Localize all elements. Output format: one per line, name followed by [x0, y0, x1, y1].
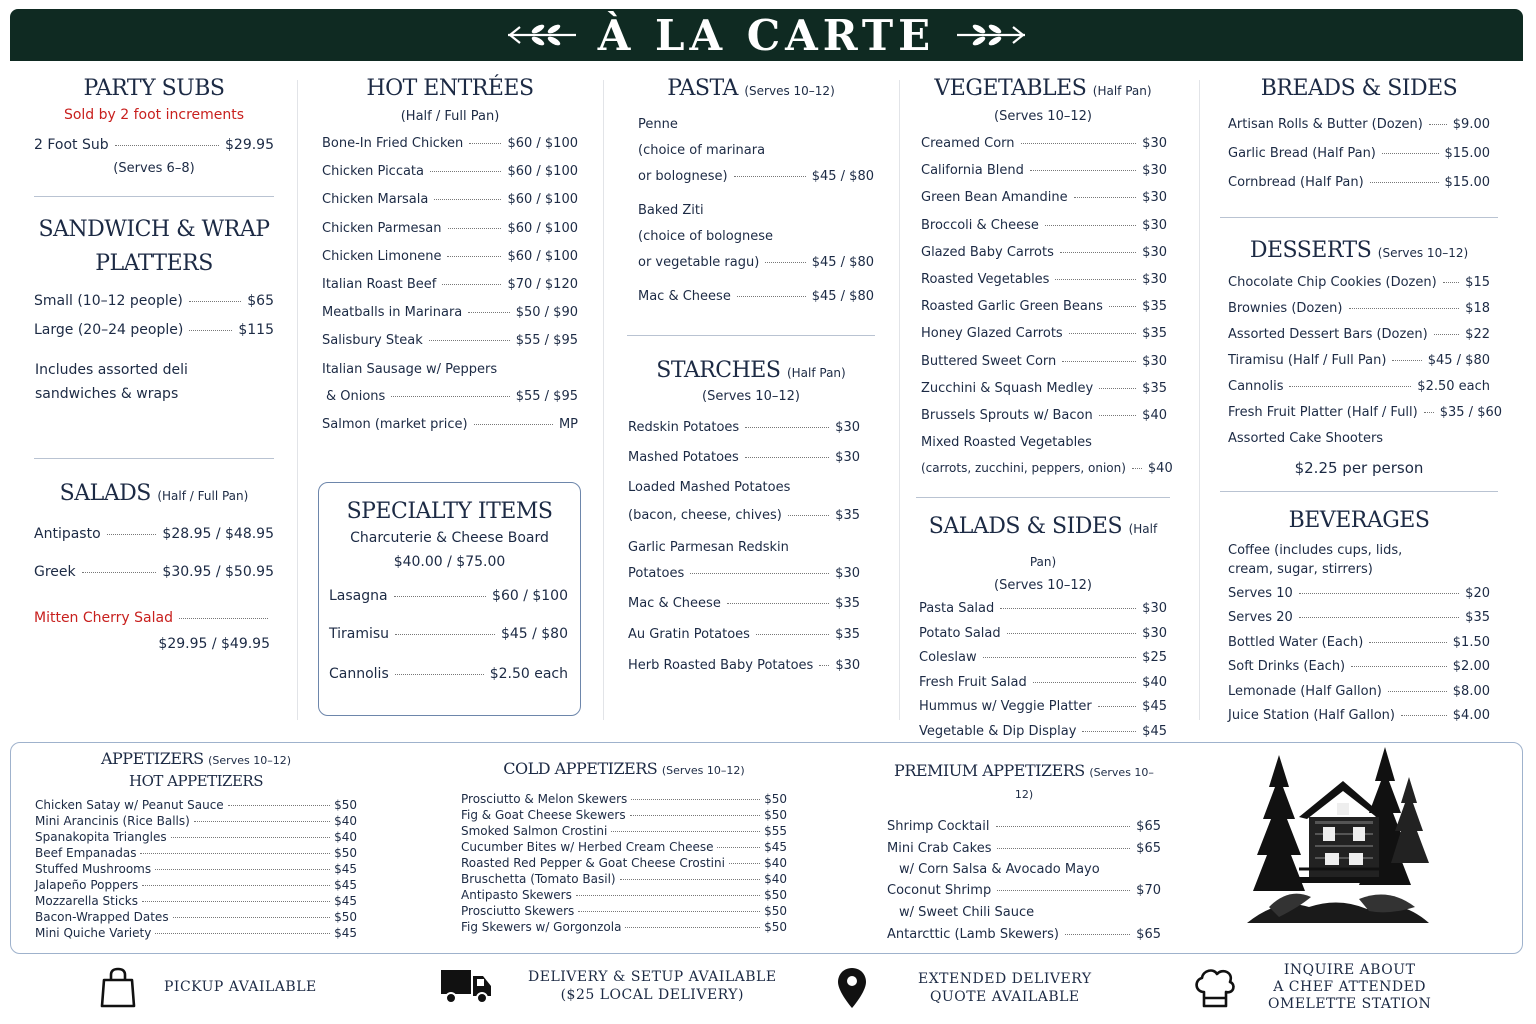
menu-item: Fig Skewers w/ Gorgonzola $50: [461, 920, 787, 934]
vegetables-subtitle: (Serves 10–12): [994, 109, 1092, 124]
appetizers-box: [10, 742, 1523, 954]
special-price: $29.95 / $49.95: [158, 636, 270, 652]
menu-item: Small (10–12 people) $65: [34, 293, 274, 309]
menu-item-note: w/ Sweet Chili Sauce: [899, 905, 1035, 920]
menu-item: Large (20–24 people) $115: [34, 322, 274, 338]
menu-item: (bacon, cheese, chives) $35: [628, 508, 860, 523]
section-title-party-subs: PARTY SUBS: [83, 76, 225, 101]
menu-item: Mac & Cheese $35: [628, 596, 860, 611]
menu-item: Potato Salad $30: [919, 625, 1167, 641]
salads-sides-subtitle: (Serves 10–12): [994, 578, 1092, 594]
menu-item: Vegetable & Dip Display $45: [919, 724, 1167, 740]
specialty-board-name: Charcuterie & Cheese Board: [350, 530, 549, 546]
menu-item-line: cream, sugar, stirrers): [1228, 562, 1373, 577]
menu-item-line: Coffee (includes cups, lids,: [1228, 543, 1403, 558]
chef-hat-icon: [1192, 966, 1238, 1010]
section-title-hot-entrees: HOT ENTRÉES: [366, 76, 534, 101]
menu-item: Meatballs in Marinara $50 / $90: [322, 305, 578, 321]
menu-item: Tiramisu $45 / $80: [329, 626, 568, 642]
menu-item: Herb Roasted Baby Potatoes $30: [628, 658, 861, 673]
menu-item: Prosciutto & Melon Skewers $50: [461, 792, 787, 806]
menu-item: Serves 20 $35: [1228, 610, 1490, 626]
menu-item: Roasted Vegetables $30: [921, 271, 1167, 287]
header-banner: [10, 9, 1523, 61]
menu-item: (carrots, zucchini, peppers, onion) $40: [921, 461, 1173, 477]
menu-item: Italian Roast Beef $70 / $120: [322, 276, 578, 292]
menu-item: Mozzarella Sticks $45: [35, 894, 357, 908]
delivery-truck-icon: [440, 966, 492, 1006]
feature-extended: [836, 966, 1092, 1010]
section-divider: [34, 196, 274, 197]
menu-item: 2 Foot Sub $29.95: [34, 137, 274, 153]
feature-chef: [1192, 962, 1431, 1013]
menu-item-note: w/ Corn Salsa & Avocado Mayo: [899, 862, 1100, 877]
specialty-items-box: [318, 482, 581, 716]
map-pin-icon: [836, 966, 868, 1010]
menu-item: Green Bean Amandine $30: [921, 190, 1167, 206]
menu-item: Soft Drinks (Each) $2.00: [1228, 659, 1490, 675]
menu-item-line: Penne: [638, 117, 678, 132]
menu-item-line: (choice of bolognese: [638, 229, 773, 244]
section-divider: [627, 335, 875, 336]
cabin-illustration: [1239, 747, 1433, 927]
hot-appetizers-section: [35, 749, 357, 941]
menu-item: Bruschetta (Tomato Basil) $40: [461, 872, 787, 886]
premium-appetizers-section: [887, 761, 1161, 947]
menu-item-line: Garlic Parmesan Redskin: [628, 540, 789, 555]
column-divider: [603, 80, 604, 720]
menu-item: Salisbury Steak $55 / $95: [322, 333, 578, 349]
menu-item-line: Assorted Cake Shooters: [1228, 431, 1384, 446]
section-title-salads-sides: SALADS & SIDES (Half Pan): [928, 514, 1158, 570]
menu-item: Glazed Baby Carrots $30: [921, 244, 1167, 260]
menu-item: Shrimp Cocktail $65: [887, 819, 1161, 834]
menu-item: California Blend $30: [921, 163, 1167, 179]
section-title-salads: SALADS (Half / Full Pan): [59, 481, 249, 506]
menu-item-special: Mitten Cherry Salad: [30, 610, 278, 626]
column-pasta-starches: [624, 70, 878, 718]
menu-item: Brussels Sprouts w/ Bacon $40: [921, 407, 1167, 423]
menu-item: Mini Arancinis (Rice Balls) $40: [35, 814, 357, 828]
starches-subtitle: (Serves 10–12): [702, 389, 800, 404]
menu-item: Mac & Cheese $45 / $80: [638, 289, 874, 304]
menu-item: Au Gratin Potatoes $35: [628, 627, 860, 642]
menu-item: Spanakopita Triangles $40: [35, 830, 357, 844]
menu-item: Chicken Parmesan $60 / $100: [322, 220, 578, 236]
menu-item: Cucumber Bites w/ Herbed Cream Cheese $45: [461, 840, 787, 854]
column-divider: [1199, 80, 1200, 720]
menu-item: Bottled Water (Each) $1.50: [1228, 634, 1490, 650]
menu-item-line: Italian Sausage w/ Peppers: [322, 361, 498, 377]
menu-item: Cannolis $2.50 each: [1228, 379, 1490, 394]
menu-item: Chicken Marsala $60 / $100: [322, 192, 578, 208]
feature-pickup: [98, 966, 317, 1008]
menu-item: Garlic Bread (Half Pan) $15.00: [1228, 146, 1490, 161]
cold-appetizers-section: [461, 759, 787, 935]
section-divider: [34, 458, 274, 459]
menu-item: Fresh Fruit Salad $40: [919, 674, 1167, 690]
menu-item: Brownies (Dozen) $18: [1228, 301, 1490, 316]
hot-entrees-subtitle: (Half / Full Pan): [400, 109, 500, 124]
column-vegetables: [915, 70, 1173, 740]
section-divider: [916, 497, 1170, 498]
menu-item: Fresh Fruit Platter (Half / Full) $35 / $60: [1228, 405, 1503, 420]
menu-item: Lasagna $60 / $100: [329, 588, 568, 604]
menu-item: Smoked Salmon Crostini $55: [461, 824, 787, 838]
menu-item: Chicken Limonene $60 / $100: [322, 248, 578, 264]
menu-item: Antipasto $28.95 / $48.95: [34, 526, 274, 542]
feature-delivery-text: DELIVERY & SETUP AVAILABLE ($25 LOCAL DELIVERY): [528, 969, 777, 1003]
section-title-cold-appetizers: COLD APPETIZERS (Serves 10–12): [503, 759, 745, 778]
column-breads-desserts: [1220, 70, 1503, 723]
menu-item: Redskin Potatoes $30: [628, 420, 860, 435]
shopping-bag-icon: [98, 966, 138, 1008]
menu-item: Cannolis $2.50 each: [329, 666, 568, 682]
menu-item: Mini Crab Cakes $65: [887, 841, 1161, 856]
menu-item: Roasted Garlic Green Beans $35: [921, 299, 1167, 315]
section-title-breads: BREADS & SIDES: [1260, 76, 1458, 101]
menu-item: Hummus w/ Veggie Platter $45: [919, 699, 1167, 715]
menu-item: Chicken Piccata $60 / $100: [322, 164, 578, 180]
menu-item: Buttered Sweet Corn $30: [921, 353, 1167, 369]
section-title-appetizers: APPETIZERS (Serves 10–12): [100, 749, 291, 768]
column-divider: [899, 80, 900, 720]
menu-item: Prosciutto Skewers $50: [461, 904, 787, 918]
feature-pickup-text: PICKUP AVAILABLE: [164, 979, 317, 995]
menu-item: Coleslaw $25: [919, 650, 1167, 666]
column-divider: [297, 80, 298, 720]
menu-item: Cornbread (Half Pan) $15.00: [1228, 175, 1490, 190]
specialty-board-price: $40.00 / $75.00: [393, 554, 506, 570]
menu-item: Salmon (market price) MP: [322, 416, 578, 432]
section-title-beverages: BEVERAGES: [1288, 508, 1430, 533]
menu-item: Artisan Rolls & Butter (Dozen) $9.00: [1228, 117, 1490, 132]
menu-item: Zucchini & Squash Medley $35: [921, 380, 1167, 396]
menu-item: Greek $30.95 / $50.95: [34, 564, 274, 580]
menu-item: Antipasto Skewers $50: [461, 888, 787, 902]
section-title-starches: STARCHES (Half Pan): [656, 358, 846, 383]
menu-item: Serves 10 $20: [1228, 586, 1490, 601]
menu-item: Potatoes $30: [628, 566, 860, 581]
feature-delivery: [440, 966, 777, 1006]
section-title-specialty: SPECIALTY ITEMS: [346, 499, 553, 524]
section-title-desserts: DESSERTS (Serves 10–12): [1249, 238, 1469, 263]
menu-item: or vegetable ragu) $45 / $80: [638, 255, 874, 270]
laurel-sprig-icon: [955, 22, 1027, 48]
party-subs-note: Sold by 2 foot increments: [63, 107, 245, 123]
menu-item: Lemonade (Half Gallon) $8.00: [1228, 683, 1490, 699]
menu-item-line: Mixed Roasted Vegetables: [921, 435, 1092, 451]
section-title-vegetables: VEGETABLES (Half Pan): [934, 76, 1152, 101]
menu-item: Creamed Corn $30: [921, 136, 1167, 151]
feature-chef-text: INQUIRE ABOUT A CHEF ATTENDED OMELETTE STATION: [1268, 962, 1432, 1012]
menu-item: Honey Glazed Carrots $35: [921, 326, 1167, 342]
menu-item: Assorted Dessert Bars (Dozen) $22: [1228, 327, 1490, 342]
party-subs-serves: (Serves 6–8): [113, 161, 195, 176]
menu-item: Jalapeño Poppers $45: [35, 878, 357, 892]
menu-item: Mashed Potatoes $30: [628, 450, 860, 465]
menu-item: Tiramisu (Half / Full Pan) $45 / $80: [1228, 353, 1490, 368]
platters-description: Includes assorted deli sandwiches & wraps: [35, 362, 188, 402]
menu-item: Broccoli & Cheese $30: [921, 217, 1167, 233]
menu-item: Roasted Red Pepper & Goat Cheese Crostini $40: [461, 856, 787, 870]
section-title-premium-appetizers: PREMIUM APPETIZERS (Serves 10–12): [894, 761, 1154, 801]
menu-item: Beef Empanadas $50: [35, 846, 357, 860]
hot-appetizers-subtitle: HOT APPETIZERS: [129, 772, 263, 790]
menu-item: Pasta Salad $30: [919, 601, 1167, 617]
section-divider: [1220, 491, 1498, 492]
menu-item: Bacon-Wrapped Dates $50: [35, 910, 357, 924]
menu-item: Bone-In Fried Chicken $60 / $100: [322, 136, 578, 151]
laurel-sprig-icon: [506, 22, 578, 48]
section-title-pasta: PASTA (Serves 10–12): [667, 76, 835, 101]
menu-item: & Onions $55 / $95: [326, 388, 578, 404]
menu-item-line: (choice of marinara: [638, 143, 766, 158]
menu-item: Mini Quiche Variety $45: [35, 926, 357, 940]
menu-item: Juice Station (Half Gallon) $4.00: [1228, 707, 1490, 723]
page-title: À LA CARTE: [597, 10, 936, 60]
shooters-price: $2.25 per person: [1294, 459, 1424, 477]
section-divider: [1220, 217, 1498, 218]
menu-item: Coconut Shrimp $70: [887, 883, 1161, 898]
menu-item: Stuffed Mushrooms $45: [35, 862, 357, 876]
column-subs-salads: [30, 70, 278, 718]
menu-item: Chicken Satay w/ Peanut Sauce $50: [35, 798, 357, 812]
menu-item: Fig & Goat Cheese Skewers $50: [461, 808, 787, 822]
section-title-platters: SANDWICH & WRAP PLATTERS: [38, 217, 270, 276]
menu-item: or bolognese) $45 / $80: [638, 169, 874, 184]
menu-item: Chocolate Chip Cookies (Dozen) $15: [1228, 275, 1490, 290]
feature-extended-text: EXTENDED DELIVERY QUOTE AVAILABLE: [918, 971, 1092, 1005]
menu-item-line: Loaded Mashed Potatoes: [628, 480, 791, 495]
menu-item-line: Baked Ziti: [638, 203, 704, 218]
menu-item: Antarcttic (Lamb Skewers) $65: [887, 927, 1161, 942]
